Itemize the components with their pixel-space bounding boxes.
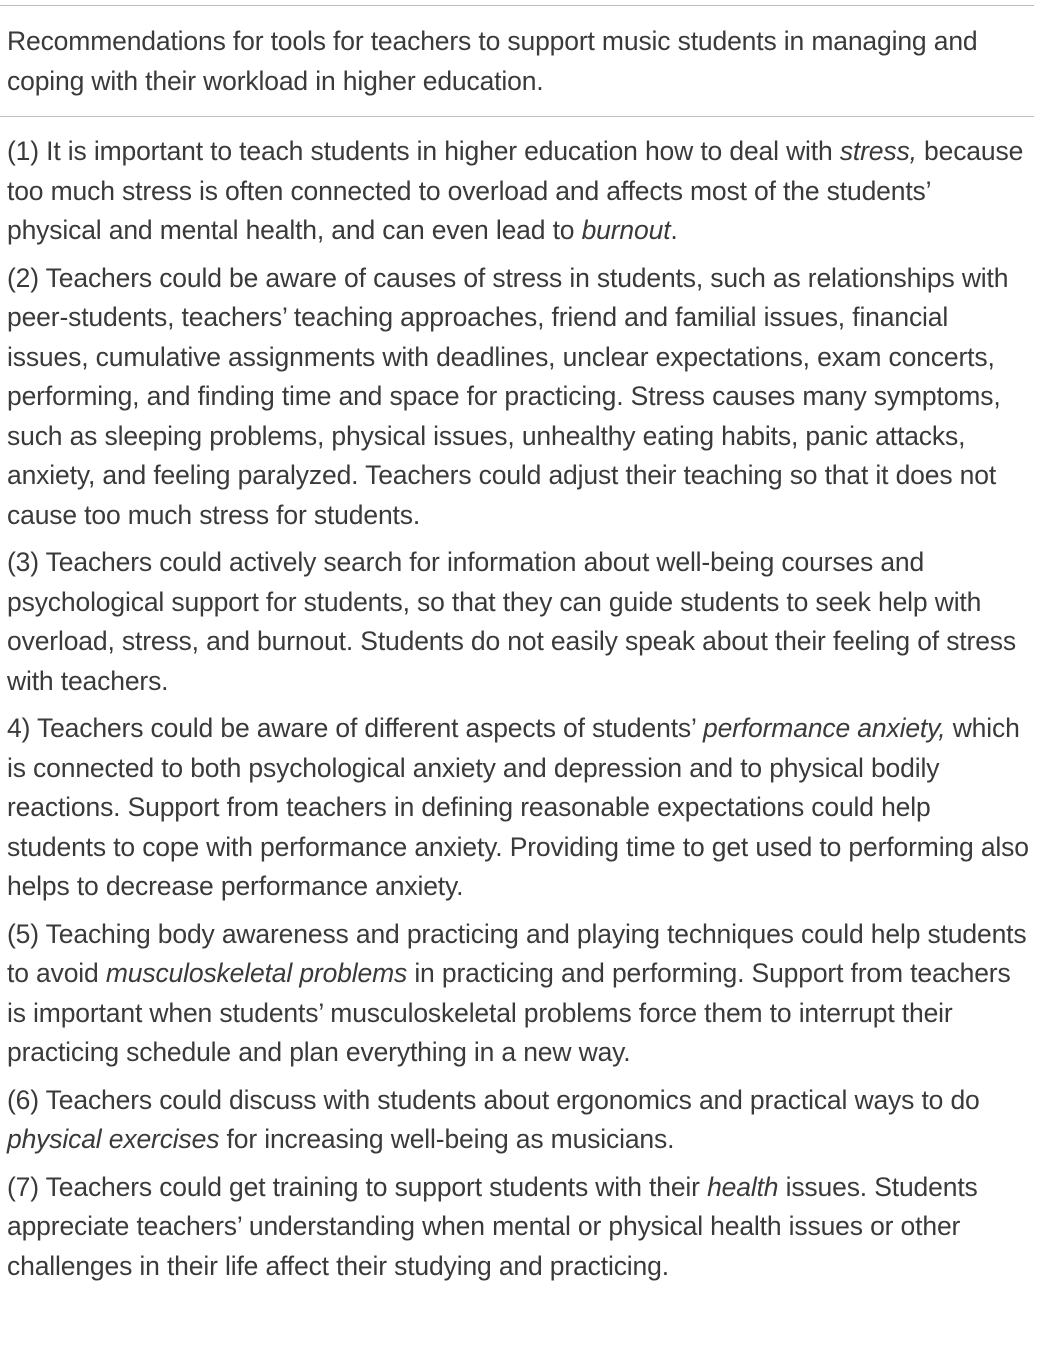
table-header: Recommendations for tools for teachers to support music students in managing and coping with their workload in higher education.	[7, 26, 978, 96]
emphasized-term: musculoskeletal problems	[105, 958, 408, 988]
row-text: in practicing and performing. Support from teachers is important when students’ musculoskeletal problems force them to interrupt their practicing schedule and plan everything in a new way.	[7, 958, 1011, 1067]
row-text: (1) It is important to teach students in higher education how to deal with	[7, 136, 840, 166]
row-text: (7) Teachers could get training to support students with their	[7, 1171, 708, 1202]
row-text: (5) Teaching body awareness and practicing and playing techniques could help students to avoid	[7, 918, 1027, 988]
row-text: .	[670, 215, 678, 245]
emphasized-term: health	[707, 1171, 779, 1202]
emphasized-term: performance anxiety,	[702, 713, 946, 743]
row-text: 4) Teachers could be aware of different aspects of students’	[7, 713, 703, 743]
table-header-rule	[0, 116, 1034, 117]
emphasized-term: stress,	[839, 136, 917, 166]
emphasized-term: physical exercises	[7, 1124, 220, 1154]
table-top-rule	[0, 5, 1034, 6]
row-text: because too much stress is often connected to overload and affects most of the students’ physical and mental health, and can even lead to	[7, 136, 1024, 245]
table-row	[7, 259, 1032, 536]
row-text: (6) Teachers could discuss with students about ergonomics and practical ways to do	[7, 1084, 980, 1115]
table-row	[7, 132, 1032, 251]
row-text: for increasing well-being as musicians.	[219, 1124, 675, 1154]
row-text: (2) Teachers could be aware of causes of stress in students, such as relationships with peer-students, teachers’ teaching approaches, friend and familial issues, financial issues, cumulative assignments with deadlines, unclear expectations, exam concerts, performing, and finding time and space for practicing. Stress causes many symptoms, such as sleeping problems, physical issues, unhealthy eating habits, panic attacks, anxiety, and feeling paralyzed. Teachers could adjust their teaching so that it does not cause too much stress for students.	[7, 262, 1009, 530]
table-row	[7, 543, 1032, 701]
table-row	[7, 1081, 1032, 1160]
table-row	[7, 1168, 1032, 1287]
table-row	[7, 709, 1032, 907]
table-body	[7, 132, 1032, 1294]
row-text: issues. Students appreciate teachers’ understanding when mental or physical health issues or other challenges in their life affect their studying and practicing.	[7, 1171, 978, 1281]
table-row	[7, 915, 1032, 1073]
row-text: (3) Teachers could actively search for information about well-being courses and psychological support for students, so that they can guide students to seek help with overload, stress, and burnout. Students do not easily speak about their feeling of stress with teachers.	[7, 547, 1016, 696]
emphasized-term: burnout	[581, 215, 671, 245]
row-text: which is connected to both psychological anxiety and depression and to physical bodily reactions. Support from teachers in defining reasonable expectations could help students to cope with performance anxiety. Providing time to get used to performing also helps to decrease performance anxiety.	[7, 713, 1029, 901]
